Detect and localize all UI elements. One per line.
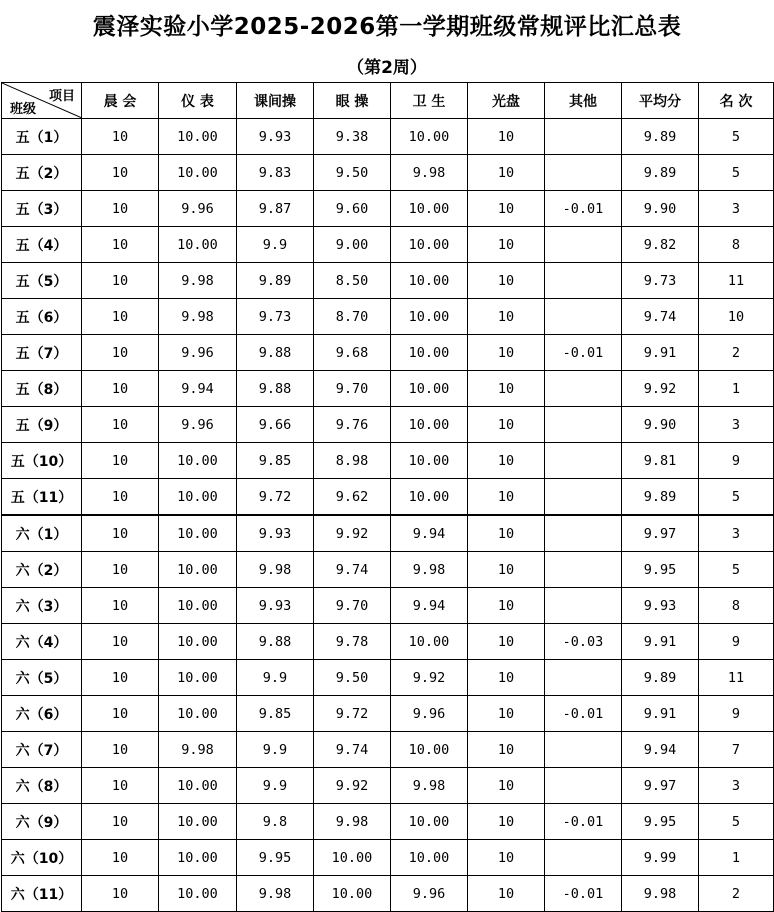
other-cell bbox=[545, 155, 622, 191]
table-row bbox=[2, 227, 774, 263]
average-score-cell: 9.98 bbox=[622, 876, 699, 912]
average-score-cell: 9.89 bbox=[622, 155, 699, 191]
other-cell: -0.01 bbox=[545, 696, 622, 732]
break-exercise-cell: 9.83 bbox=[237, 155, 314, 191]
average-score-cell: 9.95 bbox=[622, 552, 699, 588]
table-row bbox=[2, 515, 774, 552]
appearance-cell: 10.00 bbox=[159, 155, 237, 191]
eye-exercise-cell: 10.00 bbox=[314, 876, 391, 912]
appearance-cell: 10.00 bbox=[159, 696, 237, 732]
clean-plate-cell: 10 bbox=[468, 804, 545, 840]
average-score-cell: 9.97 bbox=[622, 515, 699, 552]
eye-exercise-cell: 9.76 bbox=[314, 407, 391, 443]
appearance-cell: 10.00 bbox=[159, 804, 237, 840]
hygiene-cell: 9.94 bbox=[391, 515, 468, 552]
class-name-cell: 六（6） bbox=[2, 696, 82, 732]
column-header: 眼 操 bbox=[314, 83, 391, 119]
eye-exercise-cell: 8.98 bbox=[314, 443, 391, 479]
break-exercise-cell: 9.9 bbox=[237, 227, 314, 263]
table-row bbox=[2, 299, 774, 335]
break-exercise-cell: 9.88 bbox=[237, 371, 314, 407]
table-row bbox=[2, 588, 774, 624]
class-name-cell: 六（10） bbox=[2, 840, 82, 876]
summary-table bbox=[1, 82, 774, 912]
eye-exercise-cell: 9.50 bbox=[314, 660, 391, 696]
eye-exercise-cell: 8.70 bbox=[314, 299, 391, 335]
clean-plate-cell: 10 bbox=[468, 335, 545, 371]
clean-plate-cell: 10 bbox=[468, 876, 545, 912]
other-cell bbox=[545, 588, 622, 624]
morning-assembly-cell: 10 bbox=[82, 696, 159, 732]
appearance-cell: 9.98 bbox=[159, 732, 237, 768]
clean-plate-cell: 10 bbox=[468, 696, 545, 732]
morning-assembly-cell: 10 bbox=[82, 660, 159, 696]
class-name-cell: 六（5） bbox=[2, 660, 82, 696]
appearance-cell: 10.00 bbox=[159, 840, 237, 876]
clean-plate-cell: 10 bbox=[468, 588, 545, 624]
class-name-cell: 五（11） bbox=[2, 479, 82, 516]
class-name-cell: 六（8） bbox=[2, 768, 82, 804]
rank-cell: 3 bbox=[699, 515, 774, 552]
class-name-cell: 五（3） bbox=[2, 191, 82, 227]
class-name-cell: 六（4） bbox=[2, 624, 82, 660]
clean-plate-cell: 10 bbox=[468, 840, 545, 876]
other-cell bbox=[545, 227, 622, 263]
other-cell bbox=[545, 660, 622, 696]
eye-exercise-cell: 9.92 bbox=[314, 515, 391, 552]
average-score-cell: 9.95 bbox=[622, 804, 699, 840]
class-name-cell: 六（7） bbox=[2, 732, 82, 768]
morning-assembly-cell: 10 bbox=[82, 515, 159, 552]
hygiene-cell: 9.96 bbox=[391, 876, 468, 912]
table-row bbox=[2, 804, 774, 840]
hygiene-cell: 10.00 bbox=[391, 407, 468, 443]
average-score-cell: 9.97 bbox=[622, 768, 699, 804]
eye-exercise-cell: 8.50 bbox=[314, 263, 391, 299]
table-row bbox=[2, 191, 774, 227]
class-name-cell: 五（1） bbox=[2, 119, 82, 155]
rank-cell: 8 bbox=[699, 227, 774, 263]
other-cell bbox=[545, 768, 622, 804]
eye-exercise-cell: 9.00 bbox=[314, 227, 391, 263]
clean-plate-cell: 10 bbox=[468, 515, 545, 552]
break-exercise-cell: 9.87 bbox=[237, 191, 314, 227]
appearance-cell: 10.00 bbox=[159, 660, 237, 696]
break-exercise-cell: 9.66 bbox=[237, 407, 314, 443]
clean-plate-cell: 10 bbox=[468, 624, 545, 660]
hygiene-cell: 9.98 bbox=[391, 552, 468, 588]
average-score-cell: 9.89 bbox=[622, 660, 699, 696]
average-score-cell: 9.93 bbox=[622, 588, 699, 624]
clean-plate-cell: 10 bbox=[468, 299, 545, 335]
morning-assembly-cell: 10 bbox=[82, 227, 159, 263]
corner-item-label: 项目 bbox=[48, 89, 75, 104]
average-score-cell: 9.89 bbox=[622, 479, 699, 516]
average-score-cell: 9.90 bbox=[622, 407, 699, 443]
break-exercise-cell: 9.8 bbox=[237, 804, 314, 840]
break-exercise-cell: 9.95 bbox=[237, 840, 314, 876]
morning-assembly-cell: 10 bbox=[82, 191, 159, 227]
other-cell: -0.01 bbox=[545, 804, 622, 840]
average-score-cell: 9.90 bbox=[622, 191, 699, 227]
morning-assembly-cell: 10 bbox=[82, 876, 159, 912]
morning-assembly-cell: 10 bbox=[82, 624, 159, 660]
table-row bbox=[2, 840, 774, 876]
clean-plate-cell: 10 bbox=[468, 768, 545, 804]
table-row bbox=[2, 768, 774, 804]
table-row bbox=[2, 335, 774, 371]
rank-cell: 9 bbox=[699, 624, 774, 660]
average-score-cell: 9.74 bbox=[622, 299, 699, 335]
appearance-cell: 9.98 bbox=[159, 263, 237, 299]
morning-assembly-cell: 10 bbox=[82, 732, 159, 768]
morning-assembly-cell: 10 bbox=[82, 119, 159, 155]
table-row bbox=[2, 263, 774, 299]
morning-assembly-cell: 10 bbox=[82, 804, 159, 840]
average-score-cell: 9.89 bbox=[622, 119, 699, 155]
rank-cell: 5 bbox=[699, 119, 774, 155]
rank-cell: 9 bbox=[699, 443, 774, 479]
eye-exercise-cell: 9.72 bbox=[314, 696, 391, 732]
eye-exercise-cell: 9.60 bbox=[314, 191, 391, 227]
appearance-cell: 10.00 bbox=[159, 768, 237, 804]
appearance-cell: 9.96 bbox=[159, 335, 237, 371]
page-subtitle: （第2周） bbox=[347, 57, 427, 78]
appearance-cell: 10.00 bbox=[159, 552, 237, 588]
morning-assembly-cell: 10 bbox=[82, 155, 159, 191]
rank-cell: 3 bbox=[699, 768, 774, 804]
rank-cell: 11 bbox=[699, 263, 774, 299]
clean-plate-cell: 10 bbox=[468, 155, 545, 191]
average-score-cell: 9.91 bbox=[622, 335, 699, 371]
break-exercise-cell: 9.98 bbox=[237, 552, 314, 588]
hygiene-cell: 10.00 bbox=[391, 299, 468, 335]
average-score-cell: 9.92 bbox=[622, 371, 699, 407]
appearance-cell: 9.96 bbox=[159, 191, 237, 227]
class-name-cell: 五（5） bbox=[2, 263, 82, 299]
class-name-cell: 六（11） bbox=[2, 876, 82, 912]
class-name-cell: 五（8） bbox=[2, 371, 82, 407]
column-header: 仪 表 bbox=[159, 83, 237, 119]
break-exercise-cell: 9.85 bbox=[237, 443, 314, 479]
clean-plate-cell: 10 bbox=[468, 479, 545, 516]
column-header: 平均分 bbox=[622, 83, 699, 119]
other-cell bbox=[545, 515, 622, 552]
eye-exercise-cell: 9.50 bbox=[314, 155, 391, 191]
page-title: 震泽实验小学2025-2026第一学期班级常规评比汇总表 bbox=[92, 13, 682, 40]
column-header: 课间操 bbox=[237, 83, 314, 119]
morning-assembly-cell: 10 bbox=[82, 479, 159, 516]
class-name-cell: 六（9） bbox=[2, 804, 82, 840]
column-header: 其他 bbox=[545, 83, 622, 119]
hygiene-cell: 10.00 bbox=[391, 227, 468, 263]
hygiene-cell: 10.00 bbox=[391, 191, 468, 227]
hygiene-cell: 9.96 bbox=[391, 696, 468, 732]
average-score-cell: 9.91 bbox=[622, 696, 699, 732]
hygiene-cell: 10.00 bbox=[391, 443, 468, 479]
morning-assembly-cell: 10 bbox=[82, 552, 159, 588]
average-score-cell: 9.99 bbox=[622, 840, 699, 876]
rank-cell: 2 bbox=[699, 335, 774, 371]
appearance-cell: 9.98 bbox=[159, 299, 237, 335]
rank-cell: 9 bbox=[699, 696, 774, 732]
rank-cell: 7 bbox=[699, 732, 774, 768]
appearance-cell: 9.94 bbox=[159, 371, 237, 407]
hygiene-cell: 10.00 bbox=[391, 804, 468, 840]
break-exercise-cell: 9.98 bbox=[237, 876, 314, 912]
rank-cell: 3 bbox=[699, 191, 774, 227]
morning-assembly-cell: 10 bbox=[82, 335, 159, 371]
average-score-cell: 9.82 bbox=[622, 227, 699, 263]
eye-exercise-cell: 9.74 bbox=[314, 732, 391, 768]
break-exercise-cell: 9.93 bbox=[237, 119, 314, 155]
rank-cell: 10 bbox=[699, 299, 774, 335]
table-row bbox=[2, 732, 774, 768]
rank-cell: 11 bbox=[699, 660, 774, 696]
clean-plate-cell: 10 bbox=[468, 227, 545, 263]
rank-cell: 8 bbox=[699, 588, 774, 624]
morning-assembly-cell: 10 bbox=[82, 840, 159, 876]
other-cell bbox=[545, 443, 622, 479]
table-row bbox=[2, 119, 774, 155]
clean-plate-cell: 10 bbox=[468, 407, 545, 443]
other-cell bbox=[545, 552, 622, 588]
hygiene-cell: 10.00 bbox=[391, 732, 468, 768]
rank-cell: 1 bbox=[699, 840, 774, 876]
class-name-cell: 五（2） bbox=[2, 155, 82, 191]
other-cell: -0.03 bbox=[545, 624, 622, 660]
table-row bbox=[2, 371, 774, 407]
appearance-cell: 10.00 bbox=[159, 624, 237, 660]
clean-plate-cell: 10 bbox=[468, 191, 545, 227]
table-row bbox=[2, 660, 774, 696]
average-score-cell: 9.91 bbox=[622, 624, 699, 660]
average-score-cell: 9.81 bbox=[622, 443, 699, 479]
clean-plate-cell: 10 bbox=[468, 119, 545, 155]
class-name-cell: 五（6） bbox=[2, 299, 82, 335]
clean-plate-cell: 10 bbox=[468, 263, 545, 299]
break-exercise-cell: 9.9 bbox=[237, 660, 314, 696]
class-name-cell: 五（9） bbox=[2, 407, 82, 443]
other-cell bbox=[545, 479, 622, 516]
morning-assembly-cell: 10 bbox=[82, 299, 159, 335]
other-cell bbox=[545, 371, 622, 407]
morning-assembly-cell: 10 bbox=[82, 768, 159, 804]
eye-exercise-cell: 9.70 bbox=[314, 588, 391, 624]
other-cell bbox=[545, 299, 622, 335]
hygiene-cell: 10.00 bbox=[391, 840, 468, 876]
clean-plate-cell: 10 bbox=[468, 371, 545, 407]
morning-assembly-cell: 10 bbox=[82, 443, 159, 479]
table-row bbox=[2, 552, 774, 588]
rank-cell: 5 bbox=[699, 479, 774, 516]
rank-cell: 2 bbox=[699, 876, 774, 912]
appearance-cell: 10.00 bbox=[159, 227, 237, 263]
hygiene-cell: 10.00 bbox=[391, 119, 468, 155]
column-header: 晨 会 bbox=[82, 83, 159, 119]
appearance-cell: 10.00 bbox=[159, 119, 237, 155]
clean-plate-cell: 10 bbox=[468, 443, 545, 479]
table-row bbox=[2, 155, 774, 191]
header-row bbox=[2, 83, 774, 119]
break-exercise-cell: 9.93 bbox=[237, 588, 314, 624]
class-name-cell: 六（3） bbox=[2, 588, 82, 624]
table-row bbox=[2, 696, 774, 732]
hygiene-cell: 10.00 bbox=[391, 624, 468, 660]
table-row bbox=[2, 624, 774, 660]
appearance-cell: 10.00 bbox=[159, 479, 237, 516]
column-header: 卫 生 bbox=[391, 83, 468, 119]
class-name-cell: 五（10） bbox=[2, 443, 82, 479]
other-cell bbox=[545, 119, 622, 155]
break-exercise-cell: 9.89 bbox=[237, 263, 314, 299]
table-row bbox=[2, 407, 774, 443]
average-score-cell: 9.94 bbox=[622, 732, 699, 768]
break-exercise-cell: 9.9 bbox=[237, 768, 314, 804]
appearance-cell: 10.00 bbox=[159, 876, 237, 912]
table-row bbox=[2, 479, 774, 516]
other-cell: -0.01 bbox=[545, 876, 622, 912]
column-header: 光盘 bbox=[468, 83, 545, 119]
break-exercise-cell: 9.88 bbox=[237, 335, 314, 371]
class-name-cell: 五（7） bbox=[2, 335, 82, 371]
break-exercise-cell: 9.73 bbox=[237, 299, 314, 335]
class-name-cell: 六（1） bbox=[2, 515, 82, 552]
other-cell bbox=[545, 732, 622, 768]
morning-assembly-cell: 10 bbox=[82, 371, 159, 407]
morning-assembly-cell: 10 bbox=[82, 407, 159, 443]
break-exercise-cell: 9.88 bbox=[237, 624, 314, 660]
hygiene-cell: 10.00 bbox=[391, 335, 468, 371]
class-name-cell: 五（4） bbox=[2, 227, 82, 263]
eye-exercise-cell: 9.74 bbox=[314, 552, 391, 588]
appearance-cell: 10.00 bbox=[159, 443, 237, 479]
appearance-cell: 10.00 bbox=[159, 515, 237, 552]
rank-cell: 3 bbox=[699, 407, 774, 443]
break-exercise-cell: 9.93 bbox=[237, 515, 314, 552]
break-exercise-cell: 9.85 bbox=[237, 696, 314, 732]
rank-cell: 5 bbox=[699, 155, 774, 191]
eye-exercise-cell: 9.70 bbox=[314, 371, 391, 407]
eye-exercise-cell: 9.68 bbox=[314, 335, 391, 371]
hygiene-cell: 10.00 bbox=[391, 371, 468, 407]
other-cell bbox=[545, 840, 622, 876]
eye-exercise-cell: 9.62 bbox=[314, 479, 391, 516]
average-score-cell: 9.73 bbox=[622, 263, 699, 299]
other-cell bbox=[545, 407, 622, 443]
other-cell: -0.01 bbox=[545, 335, 622, 371]
eye-exercise-cell: 9.38 bbox=[314, 119, 391, 155]
hygiene-cell: 10.00 bbox=[391, 263, 468, 299]
appearance-cell: 10.00 bbox=[159, 588, 237, 624]
corner-header-cell bbox=[2, 83, 82, 119]
appearance-cell: 9.96 bbox=[159, 407, 237, 443]
hygiene-cell: 9.92 bbox=[391, 660, 468, 696]
hygiene-cell: 9.98 bbox=[391, 155, 468, 191]
morning-assembly-cell: 10 bbox=[82, 588, 159, 624]
clean-plate-cell: 10 bbox=[468, 660, 545, 696]
rank-cell: 5 bbox=[699, 552, 774, 588]
class-name-cell: 六（2） bbox=[2, 552, 82, 588]
hygiene-cell: 10.00 bbox=[391, 479, 468, 516]
morning-assembly-cell: 10 bbox=[82, 263, 159, 299]
hygiene-cell: 9.98 bbox=[391, 768, 468, 804]
corner-class-label: 班级 bbox=[10, 102, 37, 117]
table-row bbox=[2, 876, 774, 912]
eye-exercise-cell: 9.78 bbox=[314, 624, 391, 660]
rank-cell: 1 bbox=[699, 371, 774, 407]
other-cell bbox=[545, 263, 622, 299]
other-cell: -0.01 bbox=[545, 191, 622, 227]
clean-plate-cell: 10 bbox=[468, 732, 545, 768]
column-header: 名 次 bbox=[699, 83, 774, 119]
break-exercise-cell: 9.72 bbox=[237, 479, 314, 516]
eye-exercise-cell: 9.98 bbox=[314, 804, 391, 840]
rank-cell: 5 bbox=[699, 804, 774, 840]
eye-exercise-cell: 9.92 bbox=[314, 768, 391, 804]
break-exercise-cell: 9.9 bbox=[237, 732, 314, 768]
hygiene-cell: 9.94 bbox=[391, 588, 468, 624]
table-row bbox=[2, 443, 774, 479]
clean-plate-cell: 10 bbox=[468, 552, 545, 588]
eye-exercise-cell: 10.00 bbox=[314, 840, 391, 876]
